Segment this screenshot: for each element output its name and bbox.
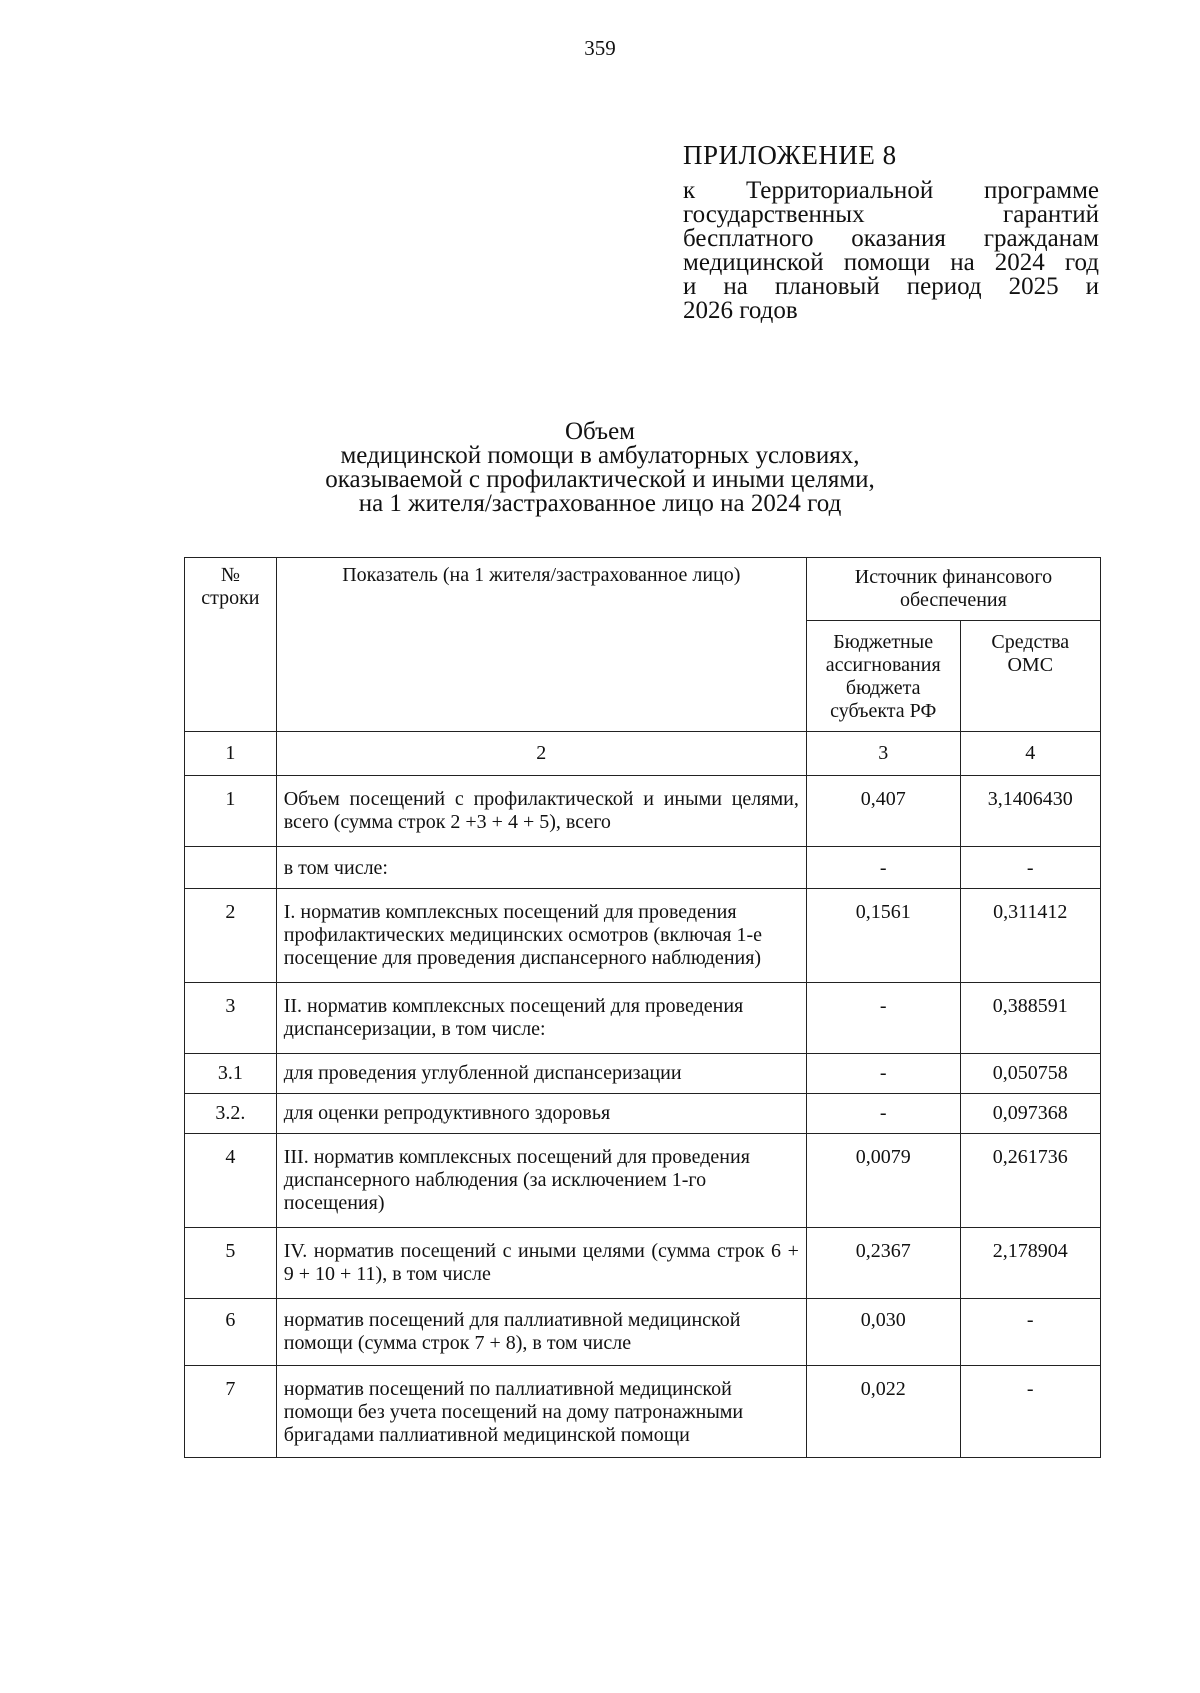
- table-header-row: [185, 558, 1101, 621]
- row-oms-value: 3,1406430: [960, 776, 1100, 847]
- row-budget-value: 0,030: [806, 1299, 960, 1366]
- header-budget: [806, 621, 960, 732]
- header-oms: [960, 621, 1100, 732]
- appendix-block: [683, 140, 1099, 323]
- row-oms-value: 0,311412: [960, 889, 1100, 983]
- volume-table: [184, 557, 1101, 1458]
- column-number: 2: [276, 732, 806, 776]
- document-heading: [0, 420, 1200, 516]
- column-number: 1: [185, 732, 277, 776]
- row-oms-value: -: [960, 1299, 1100, 1366]
- heading-line: на 1 жителя/застрахованное лицо на 2024 год: [358, 490, 842, 517]
- row-indicator: для проведения углубленной диспансеризации: [276, 1054, 806, 1094]
- table-row: [185, 1228, 1101, 1299]
- row-number: 2: [185, 889, 277, 983]
- table-row: [185, 1134, 1101, 1228]
- table-row: [185, 1299, 1101, 1366]
- header-text: Бюджетные: [833, 631, 934, 653]
- row-number: 3.1: [185, 1054, 277, 1094]
- row-indicator: норматив посещений по паллиативной медицинской помощи без учета посещений на дому патронажными бригадами паллиативной медицинской помощи: [276, 1366, 806, 1458]
- table-row: [185, 1366, 1101, 1458]
- row-number: 7: [185, 1366, 277, 1458]
- row-indicator: Объем посещений с профилактической и иными целями, всего (сумма строк 2 +3 + 4 + 5), всего: [276, 776, 806, 847]
- table-row: [185, 889, 1101, 983]
- row-oms-value: -: [960, 847, 1100, 889]
- row-oms-value: 0,097368: [960, 1094, 1100, 1134]
- row-number: 5: [185, 1228, 277, 1299]
- page-number: 359: [584, 36, 616, 60]
- row-indicator: II. норматив комплексных посещений для проведения диспансеризации, в том числе:: [276, 983, 806, 1054]
- header-text: строки: [201, 587, 260, 609]
- row-oms-value: 0,261736: [960, 1134, 1100, 1228]
- row-number: 1: [185, 776, 277, 847]
- appendix-line: бесплатного оказания гражданам: [683, 225, 1099, 252]
- row-budget-value: 0,022: [806, 1366, 960, 1458]
- row-oms-value: 0,050758: [960, 1054, 1100, 1094]
- row-indicator: для оценки репродуктивного здоровья: [276, 1094, 806, 1134]
- appendix-line: к Территориальной программе: [683, 177, 1099, 204]
- column-number-row: [185, 732, 1101, 776]
- header-text: субъекта РФ: [830, 700, 937, 722]
- column-number: 4: [960, 732, 1100, 776]
- table-row: [185, 847, 1101, 889]
- row-number: 6: [185, 1299, 277, 1366]
- row-indicator: III. норматив комплексных посещений для проведения диспансерного наблюдения (за исключением 1-го посещения): [276, 1134, 806, 1228]
- header-text: ОМС: [1007, 654, 1054, 676]
- heading-line: оказываемой с профилактической и иными целями,: [325, 466, 875, 493]
- row-budget-value: 0,1561: [806, 889, 960, 983]
- row-indicator: норматив посещений для паллиативной медицинской помощи (сумма строк 7 + 8), в том числе: [276, 1299, 806, 1366]
- appendix-line: медицинской помощи на 2024 год: [683, 249, 1099, 276]
- header-text: обеспечения: [900, 589, 1007, 611]
- row-oms-value: -: [960, 1366, 1100, 1458]
- row-indicator: I. норматив комплексных посещений для проведения профилактических медицинских осмотров (включая 1-е посещение для проведения диспансерного наблюдения): [276, 889, 806, 983]
- row-budget-value: -: [806, 1094, 960, 1134]
- header-row-number: [185, 558, 277, 732]
- row-number: 3.2.: [185, 1094, 277, 1134]
- table-row: [185, 1094, 1101, 1134]
- row-budget-value: -: [806, 1054, 960, 1094]
- row-indicator: IV. норматив посещений с иными целями (сумма строк 6 + 9 + 10 + 11), в том числе: [276, 1228, 806, 1299]
- appendix-line: и на плановый период 2025 и: [683, 273, 1099, 300]
- header-text: №: [220, 564, 240, 586]
- appendix-title: ПРИЛОЖЕНИЕ 8: [683, 140, 897, 170]
- row-indicator: в том числе:: [276, 847, 806, 889]
- heading-line: Объем: [565, 418, 635, 445]
- row-budget-value: -: [806, 983, 960, 1054]
- header-text: Источник финансового: [854, 566, 1053, 588]
- row-budget-value: -: [806, 847, 960, 889]
- row-budget-value: 0,0079: [806, 1134, 960, 1228]
- row-budget-value: 0,2367: [806, 1228, 960, 1299]
- table-row: [185, 776, 1101, 847]
- header-text: Средства: [991, 631, 1070, 653]
- header-funding-source: [806, 558, 1100, 621]
- row-budget-value: 0,407: [806, 776, 960, 847]
- row-number: [185, 847, 277, 889]
- row-number: 4: [185, 1134, 277, 1228]
- header-indicator: Показатель (на 1 жителя/застрахованное лицо): [276, 558, 806, 732]
- header-text: бюджета: [845, 677, 921, 699]
- table-row: [185, 983, 1101, 1054]
- row-oms-value: 0,388591: [960, 983, 1100, 1054]
- column-number: 3: [806, 732, 960, 776]
- heading-line: медицинской помощи в амбулаторных условиях,: [340, 442, 860, 469]
- table-row: [185, 1054, 1101, 1094]
- row-number: 3: [185, 983, 277, 1054]
- row-oms-value: 2,178904: [960, 1228, 1100, 1299]
- appendix-line: 2026 годов: [683, 297, 798, 324]
- header-text: ассигнования: [825, 654, 941, 676]
- appendix-line: государственных гарантий: [683, 201, 1099, 228]
